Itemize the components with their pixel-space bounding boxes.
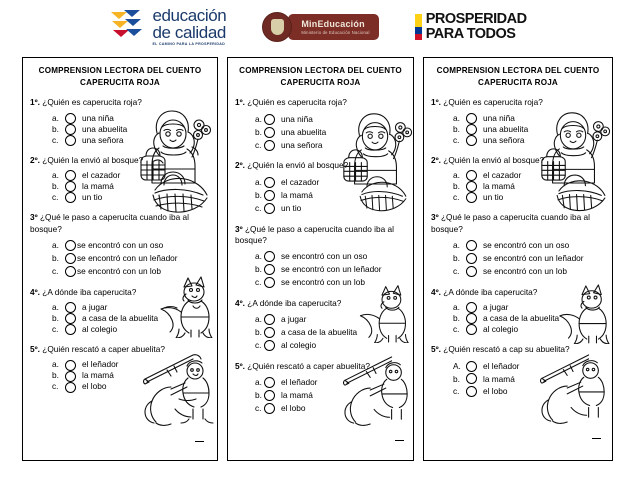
question-4-number: 4º. bbox=[235, 297, 245, 308]
option-3b[interactable] bbox=[30, 252, 210, 265]
radio-bubble-icon[interactable] bbox=[264, 314, 275, 325]
question-5-options bbox=[30, 360, 210, 393]
radio-bubble-icon[interactable] bbox=[264, 403, 275, 414]
option-3b-letter: b. bbox=[255, 264, 262, 275]
question-3-text: ¿Qué le paso a caperucita cuando iba al bosque? bbox=[235, 223, 394, 245]
worksheet-title-line2: CAPERUCITA ROJA bbox=[280, 77, 361, 87]
question-5 bbox=[431, 344, 605, 355]
question-4-text: ¿A dónde iba caperucita? bbox=[443, 286, 538, 297]
option-3c-text: se encontró con un lob bbox=[77, 265, 161, 276]
option-3c[interactable] bbox=[235, 276, 406, 289]
radio-bubble-icon[interactable] bbox=[466, 124, 477, 135]
option-5a-letter: A. bbox=[453, 360, 461, 371]
question-3 bbox=[235, 224, 406, 247]
option-1b[interactable] bbox=[235, 126, 406, 139]
radio-bubble-icon[interactable] bbox=[264, 203, 275, 214]
option-5b[interactable] bbox=[235, 389, 406, 402]
worksheet-column-1 bbox=[22, 57, 218, 461]
question-5-text: ¿Quién rescató a caper abuelita? bbox=[247, 360, 370, 371]
question-2-text: ¿Quién la envió al bosque? bbox=[443, 154, 545, 165]
radio-bubble-icon[interactable] bbox=[264, 377, 275, 388]
option-4a-text: a jugar bbox=[281, 314, 307, 325]
prosperidad-para-todos-logo bbox=[415, 12, 527, 42]
option-3b-text: se encontró con un leñador bbox=[483, 253, 584, 264]
option-4b-text: a casa de la abuelita bbox=[82, 312, 159, 323]
question-2 bbox=[30, 155, 210, 166]
option-1a-text: una niña bbox=[483, 112, 515, 123]
radio-bubble-icon[interactable] bbox=[264, 140, 275, 151]
radio-bubble-icon[interactable] bbox=[466, 302, 477, 313]
edu-logo-line1: educación bbox=[152, 6, 227, 26]
radio-bubble-icon[interactable] bbox=[264, 277, 275, 288]
option-5a[interactable] bbox=[235, 376, 406, 389]
option-2a-letter: a. bbox=[453, 169, 460, 180]
option-1a[interactable] bbox=[431, 113, 605, 124]
question-4-number: 4º. bbox=[431, 286, 441, 297]
worksheet-title-line2: CAPERUCITA ROJA bbox=[478, 77, 558, 87]
option-4b-text: a casa de la abuelita bbox=[483, 312, 560, 323]
worksheet-column-3 bbox=[423, 57, 613, 461]
birds-icon bbox=[111, 10, 147, 44]
option-4a[interactable] bbox=[30, 302, 210, 313]
stray-mark bbox=[592, 438, 601, 439]
radio-bubble-icon[interactable] bbox=[264, 190, 275, 201]
question-2 bbox=[235, 160, 406, 171]
option-2a-text: el cazador bbox=[483, 169, 522, 180]
radio-bubble-icon[interactable] bbox=[466, 266, 477, 277]
option-4b[interactable] bbox=[431, 313, 605, 324]
question-1-number: 1º. bbox=[30, 97, 40, 108]
question-4 bbox=[431, 287, 605, 298]
question-4 bbox=[235, 298, 406, 309]
radio-bubble-icon[interactable] bbox=[65, 382, 76, 393]
option-1b[interactable] bbox=[431, 124, 605, 135]
question-1-text: ¿Quién es caperucita roja? bbox=[443, 97, 543, 108]
option-5b-text: la mamá bbox=[82, 370, 114, 381]
option-3a-letter: a. bbox=[52, 240, 59, 251]
radio-bubble-icon[interactable] bbox=[65, 302, 76, 313]
mineducacion-title: MinEducación bbox=[301, 19, 365, 29]
option-4a[interactable] bbox=[431, 302, 605, 313]
radio-bubble-icon[interactable] bbox=[65, 360, 76, 371]
radio-bubble-icon[interactable] bbox=[65, 324, 76, 335]
option-2c-letter: c. bbox=[453, 191, 460, 202]
option-4a-text: a jugar bbox=[483, 301, 509, 312]
option-2a-text: el cazador bbox=[281, 176, 320, 187]
worksheet-title-line1: COMPRENSION LECTORA DEL CUENTO bbox=[38, 66, 202, 75]
option-3a-text: se encontró con un oso bbox=[77, 240, 164, 251]
option-5c-text: el lobo bbox=[82, 381, 107, 392]
radio-bubble-icon[interactable] bbox=[466, 313, 477, 324]
radio-bubble-icon[interactable] bbox=[65, 253, 76, 264]
option-5c-letter: c. bbox=[255, 403, 262, 414]
radio-bubble-icon[interactable] bbox=[264, 127, 275, 138]
option-1c[interactable] bbox=[235, 139, 406, 152]
option-2c-text: un tio bbox=[483, 191, 504, 202]
option-5b-text: la mamá bbox=[281, 390, 313, 401]
option-3c-text: se encontró con un lob bbox=[483, 265, 567, 276]
question-4-text: ¿A dónde iba caperucita? bbox=[42, 286, 137, 297]
option-4b-text: a casa de la abuelita bbox=[281, 327, 358, 338]
mineducacion-subtitle: Ministerio de Educación Nacional bbox=[301, 30, 370, 35]
option-2c-text: un tio bbox=[82, 191, 103, 202]
option-4c-letter: c. bbox=[255, 340, 262, 351]
radio-bubble-icon[interactable] bbox=[466, 361, 477, 372]
option-5b-letter: b. bbox=[52, 370, 59, 381]
radio-bubble-icon[interactable] bbox=[65, 240, 76, 251]
option-2a-letter: a. bbox=[52, 169, 59, 180]
question-3-number: 3º bbox=[235, 223, 243, 234]
option-3b-text: se encontró con un leñador bbox=[77, 253, 178, 264]
question-5-options bbox=[431, 360, 605, 399]
option-3b[interactable] bbox=[235, 263, 406, 276]
option-3c-text: se encontró con un lob bbox=[281, 277, 365, 288]
option-5a[interactable] bbox=[30, 360, 210, 371]
question-3-number: 3º bbox=[30, 212, 38, 223]
option-5b-text: la mamá bbox=[483, 373, 515, 384]
option-1b-text: una abuelita bbox=[281, 126, 327, 137]
option-4c[interactable] bbox=[431, 324, 605, 335]
option-1a[interactable] bbox=[235, 113, 406, 126]
option-4b-letter: b. bbox=[255, 327, 262, 338]
radio-bubble-icon[interactable] bbox=[466, 253, 477, 264]
option-5c-text: el lobo bbox=[281, 403, 306, 414]
question-3-number: 3º bbox=[431, 212, 439, 223]
question-5-number: 5º. bbox=[30, 344, 40, 355]
question-3 bbox=[30, 212, 210, 235]
question-3 bbox=[431, 212, 605, 235]
option-5c[interactable] bbox=[431, 385, 605, 398]
option-3a-letter: a. bbox=[255, 251, 262, 262]
worksheet-title bbox=[431, 65, 605, 88]
radio-bubble-icon[interactable] bbox=[264, 251, 275, 262]
colombia-flag-icon bbox=[415, 14, 422, 40]
option-2b-text: la mamá bbox=[281, 189, 313, 200]
mineducacion-logo bbox=[262, 12, 378, 42]
option-3a-letter: a. bbox=[453, 240, 460, 251]
option-5c[interactable] bbox=[30, 382, 210, 393]
radio-bubble-icon[interactable] bbox=[65, 371, 76, 382]
option-2b-letter: b. bbox=[52, 180, 59, 191]
radio-bubble-icon[interactable] bbox=[466, 192, 477, 203]
worksheet-title-line1: COMPRENSION LECTORA DEL CUENTO bbox=[239, 66, 402, 75]
worksheet-title bbox=[235, 65, 406, 88]
option-1a-letter: a. bbox=[255, 113, 262, 124]
worksheet-title-line2: CAPERUCITA ROJA bbox=[80, 77, 160, 87]
option-1c-text: una señora bbox=[483, 134, 525, 145]
question-1-number: 1º. bbox=[235, 97, 245, 108]
question-1-number: 1º. bbox=[431, 97, 441, 108]
question-1 bbox=[30, 97, 210, 108]
logo-bar bbox=[0, 0, 638, 54]
option-3b-letter: b. bbox=[52, 253, 59, 264]
radio-bubble-icon[interactable] bbox=[65, 181, 76, 192]
option-1c-letter: c. bbox=[255, 139, 262, 150]
option-3b-text: se encontró con un leñador bbox=[281, 264, 382, 275]
option-1c[interactable] bbox=[30, 135, 210, 146]
radio-bubble-icon[interactable] bbox=[466, 113, 477, 124]
question-2-number: 2º. bbox=[30, 154, 40, 165]
educacion-de-calidad-logo bbox=[111, 7, 226, 47]
option-2b-text: la mamá bbox=[483, 180, 515, 191]
question-5-options bbox=[235, 376, 406, 415]
option-1b-letter: b. bbox=[255, 126, 262, 137]
radio-bubble-icon[interactable] bbox=[65, 113, 76, 124]
option-3c-letter: c. bbox=[453, 265, 460, 276]
question-2-number: 2º. bbox=[431, 154, 441, 165]
option-5c-letter: c. bbox=[52, 381, 59, 392]
option-1b-letter: b. bbox=[52, 123, 59, 134]
question-5 bbox=[30, 344, 210, 355]
option-2c[interactable] bbox=[431, 192, 605, 203]
question-1-options bbox=[431, 113, 605, 146]
option-1c-text: una señora bbox=[281, 139, 323, 150]
question-4-text: ¿A dónde iba caperucita? bbox=[247, 297, 342, 308]
question-1 bbox=[235, 97, 406, 108]
option-1c-letter: c. bbox=[453, 134, 460, 145]
option-3a[interactable] bbox=[235, 250, 406, 263]
option-4c-letter: c. bbox=[453, 323, 460, 334]
option-3c-letter: c. bbox=[52, 265, 59, 276]
option-5c-letter: c. bbox=[453, 386, 460, 397]
option-4b[interactable] bbox=[235, 326, 406, 339]
option-4b-letter: b. bbox=[453, 312, 460, 323]
question-1-options bbox=[30, 113, 210, 146]
option-5a-text: el leñador bbox=[483, 360, 520, 371]
option-4c-letter: c. bbox=[52, 323, 59, 334]
radio-bubble-icon[interactable] bbox=[466, 240, 477, 251]
option-5c-text: el lobo bbox=[483, 386, 508, 397]
radio-bubble-icon[interactable] bbox=[466, 181, 477, 192]
option-1b-text: una abuelita bbox=[483, 123, 529, 134]
option-3a[interactable] bbox=[431, 239, 605, 252]
radio-bubble-icon[interactable] bbox=[466, 135, 477, 146]
option-4c-text: al colegio bbox=[82, 323, 118, 334]
option-5a-letter: a. bbox=[52, 359, 59, 370]
radio-bubble-icon[interactable] bbox=[466, 386, 477, 397]
option-1c-letter: c. bbox=[52, 134, 59, 145]
radio-bubble-icon[interactable] bbox=[264, 340, 275, 351]
option-5b[interactable] bbox=[30, 371, 210, 382]
radio-bubble-icon[interactable] bbox=[264, 264, 275, 275]
option-2c[interactable] bbox=[235, 202, 406, 215]
option-3a-text: se encontró con un oso bbox=[281, 251, 368, 262]
option-3a[interactable] bbox=[30, 239, 210, 252]
option-4b-letter: b. bbox=[52, 312, 59, 323]
question-2-text: ¿Quién la envió al bosque? bbox=[42, 154, 144, 165]
option-3a-text: se encontró con un oso bbox=[483, 240, 570, 251]
question-5-number: 5º. bbox=[235, 360, 245, 371]
question-3-options bbox=[431, 239, 605, 278]
question-3-options bbox=[30, 239, 210, 278]
option-1a-text: una niña bbox=[281, 113, 313, 124]
stray-mark bbox=[395, 440, 404, 441]
option-2a[interactable] bbox=[235, 176, 406, 189]
radio-bubble-icon[interactable] bbox=[65, 124, 76, 135]
option-4c-text: al colegio bbox=[281, 340, 317, 351]
option-3c[interactable] bbox=[431, 265, 605, 278]
question-4 bbox=[30, 287, 210, 298]
question-3-text: ¿Qué le paso a caperucita cuando iba al bosque? bbox=[30, 212, 189, 234]
option-1a-text: una niña bbox=[82, 112, 114, 123]
option-4c[interactable] bbox=[235, 339, 406, 352]
option-5b-letter: b. bbox=[453, 373, 460, 384]
option-4a[interactable] bbox=[235, 313, 406, 326]
question-5-number: 5º. bbox=[431, 344, 441, 355]
option-2b-text: la mamá bbox=[82, 180, 114, 191]
question-3-text: ¿Qué le paso a caperucita cuando iba al bosque? bbox=[431, 212, 590, 234]
worksheet-sheet bbox=[22, 57, 615, 461]
worksheet-column-2 bbox=[227, 57, 414, 461]
option-1b-letter: b. bbox=[453, 123, 460, 134]
option-1c[interactable] bbox=[431, 135, 605, 146]
worksheet-title bbox=[30, 65, 210, 88]
option-2a[interactable] bbox=[431, 170, 605, 181]
option-3c-letter: c. bbox=[255, 277, 262, 288]
radio-bubble-icon[interactable] bbox=[65, 313, 76, 324]
option-4a-letter: a. bbox=[255, 314, 262, 325]
option-2a[interactable] bbox=[30, 170, 210, 181]
option-4c[interactable] bbox=[30, 324, 210, 335]
option-2c-letter: c. bbox=[255, 202, 262, 213]
edu-logo-tagline: EL CAMINO PARA LA PROSPERIDAD bbox=[152, 42, 226, 47]
radio-bubble-icon[interactable] bbox=[466, 373, 477, 384]
radio-bubble-icon[interactable] bbox=[264, 327, 275, 338]
question-2-number: 2º. bbox=[235, 160, 245, 171]
prosperidad-line2: PARA TODOS bbox=[425, 26, 516, 42]
option-1a-letter: a. bbox=[453, 112, 460, 123]
option-5b-letter: b. bbox=[255, 390, 262, 401]
option-2c-letter: c. bbox=[52, 191, 59, 202]
option-2a-text: el cazador bbox=[82, 169, 121, 180]
question-3-options bbox=[235, 250, 406, 289]
option-3c[interactable] bbox=[30, 265, 210, 278]
prosperidad-line1: PROSPERIDAD bbox=[425, 11, 527, 28]
radio-bubble-icon[interactable] bbox=[466, 170, 477, 181]
option-2b-letter: b. bbox=[453, 180, 460, 191]
option-2b[interactable] bbox=[431, 181, 605, 192]
question-4-options bbox=[30, 302, 210, 335]
stray-mark bbox=[195, 441, 204, 442]
radio-bubble-icon[interactable] bbox=[466, 324, 477, 335]
option-5b[interactable] bbox=[431, 373, 605, 386]
option-5a-letter: a. bbox=[255, 377, 262, 388]
option-1a-letter: a. bbox=[52, 112, 59, 123]
radio-bubble-icon[interactable] bbox=[264, 114, 275, 125]
option-2b[interactable] bbox=[235, 189, 406, 202]
option-1c-text: una señora bbox=[82, 134, 124, 145]
option-1b-text: una abuelita bbox=[82, 123, 128, 134]
option-2a-letter: a. bbox=[255, 176, 262, 187]
radio-bubble-icon[interactable] bbox=[65, 192, 76, 203]
question-1-options bbox=[235, 113, 406, 152]
option-3b[interactable] bbox=[431, 252, 605, 265]
radio-bubble-icon[interactable] bbox=[264, 390, 275, 401]
question-2-options bbox=[235, 176, 406, 215]
question-1-text: ¿Quién es caperucita roja? bbox=[42, 97, 142, 108]
question-5-text: ¿Quién rescató a caper abuelita? bbox=[42, 344, 165, 355]
question-5-text: ¿Quién rescató a cap su abuelita? bbox=[443, 344, 570, 355]
option-4b[interactable] bbox=[30, 313, 210, 324]
question-4-options bbox=[235, 313, 406, 352]
question-2-options bbox=[30, 170, 210, 203]
option-4a-letter: a. bbox=[453, 301, 460, 312]
option-4a-text: a jugar bbox=[82, 301, 108, 312]
option-5a-text: el leñador bbox=[281, 377, 318, 388]
question-2 bbox=[431, 155, 605, 166]
option-5a-text: el leñador bbox=[82, 359, 119, 370]
question-4-options bbox=[431, 302, 605, 335]
option-2b-letter: b. bbox=[255, 189, 262, 200]
option-2b[interactable] bbox=[30, 181, 210, 192]
option-4a-letter: a. bbox=[52, 301, 59, 312]
option-2c[interactable] bbox=[30, 192, 210, 203]
radio-bubble-icon[interactable] bbox=[65, 135, 76, 146]
option-1b[interactable] bbox=[30, 124, 210, 135]
option-5c[interactable] bbox=[235, 402, 406, 415]
question-1-text: ¿Quién es caperucita roja? bbox=[247, 97, 347, 108]
option-1a[interactable] bbox=[30, 113, 210, 124]
question-4-number: 4º. bbox=[30, 286, 40, 297]
edu-logo-line2: de calidad bbox=[152, 23, 226, 43]
radio-bubble-icon[interactable] bbox=[65, 170, 76, 181]
option-3b-letter: b. bbox=[453, 253, 460, 264]
radio-bubble-icon[interactable] bbox=[65, 266, 76, 277]
question-2-text: ¿Quién la envió al bosque? bbox=[247, 160, 349, 171]
radio-bubble-icon[interactable] bbox=[264, 177, 275, 188]
option-4c-text: al colegio bbox=[483, 323, 519, 334]
question-1 bbox=[431, 97, 605, 108]
question-5 bbox=[235, 361, 406, 372]
worksheet-title-line1: COMPRENSION LECTORA DEL CUENTO bbox=[436, 66, 600, 75]
option-2c-text: un tio bbox=[281, 202, 302, 213]
option-5a[interactable] bbox=[431, 360, 605, 373]
question-2-options bbox=[431, 170, 605, 203]
